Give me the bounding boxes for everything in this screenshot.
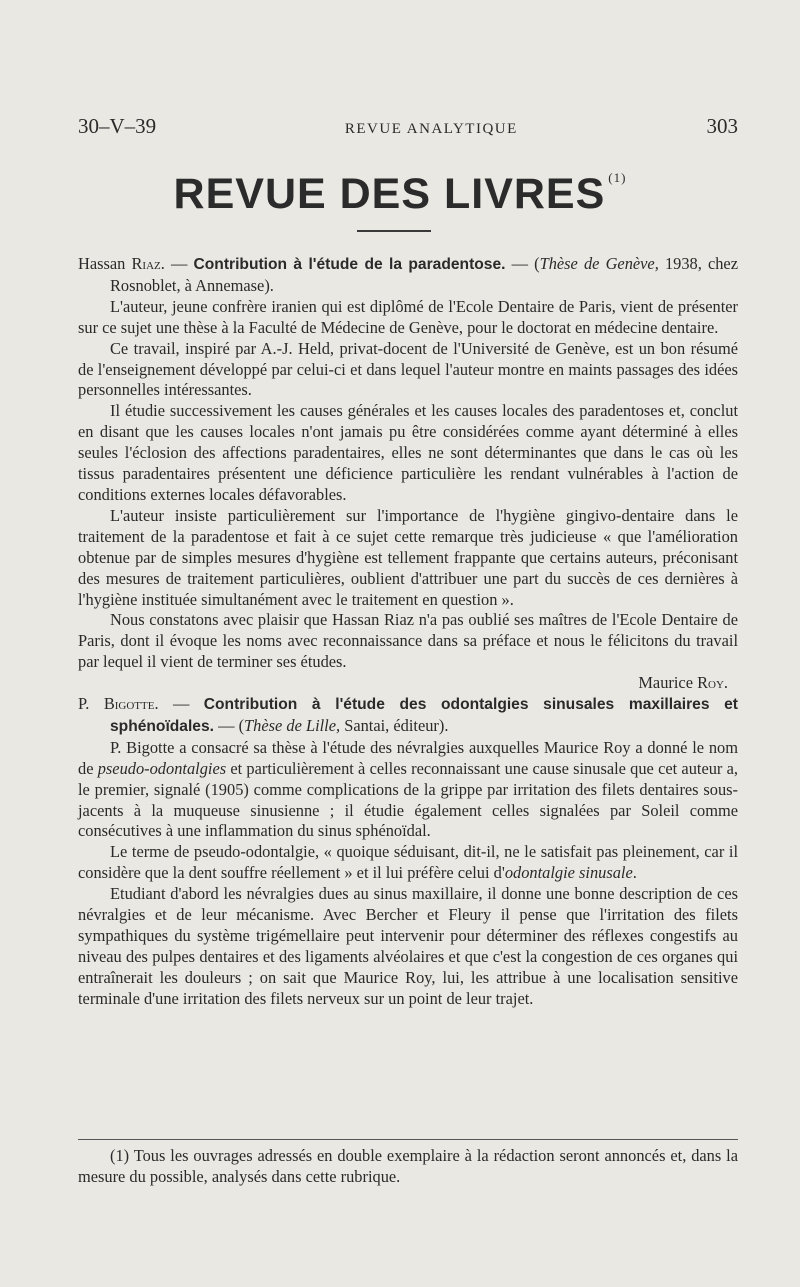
review-1-title: Contribution à l'étude de la paradentose.	[193, 256, 506, 273]
page-title	[0, 170, 800, 219]
review-1-author-last: Riaz	[131, 254, 161, 273]
page-number: 303	[706, 114, 738, 138]
review-1-thesis: Thèse de Genève,	[539, 254, 659, 273]
review-2-paragraph: Etudiant d'abord les névralgies dues au sinus maxillaire, il donne une bonne description de ces névralgies et de leur mécanisme. Avec Bercher et Fleury il pense que l'irritation des filets sympathiques du système trigémellaire peut intervenir pour déterminer des réflexes congestifs au niveau des pulpes dentaires et des ligaments alvéolaires et que c'est la congestion de ces organes qui entraînerait les douleurs ; on sait que Maurice Roy, lui, les attribue à une localisation sensitive terminale d'une irritation des filets nerveux sur un point de leur trajet.	[78, 884, 738, 1008]
footnote: (1) Tous les ouvrages adressés en double exemplaire à la rédaction seront annoncés et, dans la mesure du possible, analysés dans cette rubrique.	[78, 1146, 738, 1186]
article-body	[78, 254, 738, 1010]
footnote-mark: (1)	[608, 170, 627, 185]
review-2-p1-text: P. Bigotte a consacré sa thèse à l'étude des névralgies auxquelles Maurice Roy a donné le nom de	[78, 737, 738, 778]
review-1-signature	[78, 673, 738, 694]
review-2-author-first: P.	[78, 694, 104, 714]
review-2-thesis: Thèse de Lille,	[244, 715, 341, 735]
review-1-paragraph: Il étudie successivement les causes générales et les causes locales des paradentoses et, conclut en disant que les causes locales n'ont jamais pu être considérées comme ayant déterminé à elles seules l'éclosion des affections paradentaires, elles ne sont déterminantes que dans le cas où les tissus paradentaires présentent une déficience particulière les rendant vulnérables à l'action de conditions externes locales défavorables.	[78, 401, 738, 504]
footnote-rule	[78, 1139, 738, 1140]
review-1-publisher: 1938, chez Rosnoblet, à Annemase).	[110, 254, 738, 295]
review-2-p2-term: odontalgie sinusale	[504, 863, 633, 883]
running-head	[78, 114, 738, 139]
review-2-publisher: Santai, éditeur).	[340, 715, 449, 735]
review-2-p1-term: pseudo-odontalgies	[97, 758, 227, 778]
review-1-paragraph: Ce travail, inspiré par A.-J. Held, privat-docent de l'Université de Genève, est un bon résumé de l'enseignement développé par celui-ci et dans lequel l'auteur montre en maints passages des idées personnelles intéressantes.	[78, 338, 738, 400]
review-2-sep2: — (	[214, 715, 245, 735]
review-1-paragraph: L'auteur insiste particulièrement sur l'importance de l'hygiène gingivo-dentaire dans le traitement de la paradentose et fait à ce sujet cette remarque très judicieuse « que l'amélioration obtenue par de simples mesures d'hygiène est tellement frappante que certains auteurs, préconisant des mesures de traitement particulières, oublient d'attribuer une part du succès de ces dernières à l'hygiène instituée simultanément avec le traitement en question ».	[78, 505, 738, 609]
review-2-paragraph	[78, 738, 738, 843]
signature-first: Maurice	[638, 673, 698, 693]
review-1-sep: . —	[160, 254, 194, 273]
signature-last: Roy.	[697, 673, 728, 693]
review-2-author-last: Bigotte	[103, 694, 155, 714]
review-1-paragraph: Nous constatons avec plaisir que Hassan Riaz n'a pas oublié ses maîtres de l'Ecole Dentaire de Paris, dont il évoque les noms avec reconnaissance dans sa préface et nous le félicitons du travail par lequel il vient de terminer ses études.	[78, 610, 738, 672]
review-2-sep: . —	[154, 694, 204, 714]
review-2-paragraph	[78, 842, 738, 884]
review-1-paragraph: L'auteur, jeune confrère iranien qui est diplômé de l'Ecole Dentaire de Paris, vient de présenter sur ce sujet une thèse à la Faculté de Médecine de Genève, pour le doctorat en médecine dentaire.	[78, 296, 738, 337]
title-rule	[357, 230, 431, 232]
review-2-p1-text-rest: et particulièrement à celles reconnaissant une cause sinusale que cet auteur a, le premier, signalé (1905) comme complications de la grippe par irritation des filets dentaires sous-jacents à la muqueuse sinusienne ; il étudie également celles signalées par Soleil comme consécutives à une inflammation du sinus sphénoïdal.	[78, 758, 738, 841]
review-1-sep2: — (	[505, 254, 540, 273]
review-2-p2-text-rest: .	[632, 863, 637, 883]
issue-date: 30–V–39	[78, 114, 157, 138]
review-1-author-first: Hassan	[78, 254, 132, 273]
review-2-title: Contribution à l'étude des odontalgies sinusales maxillaires et sphénoïdales.	[110, 696, 739, 735]
journal-section: REVUE ANALYTIQUE	[344, 121, 518, 137]
page-title-text: REVUE DES LIVRES	[173, 170, 606, 218]
review-1-heading	[78, 254, 738, 297]
review-2-heading	[78, 694, 738, 738]
review-2-p2-text: Le terme de pseudo-odontalgie, « quoique séduisant, dit-il, ne le satisfait pas pleinement, car il considère que la dent souffre réellement » et il lui préfère celui d'	[78, 842, 738, 883]
